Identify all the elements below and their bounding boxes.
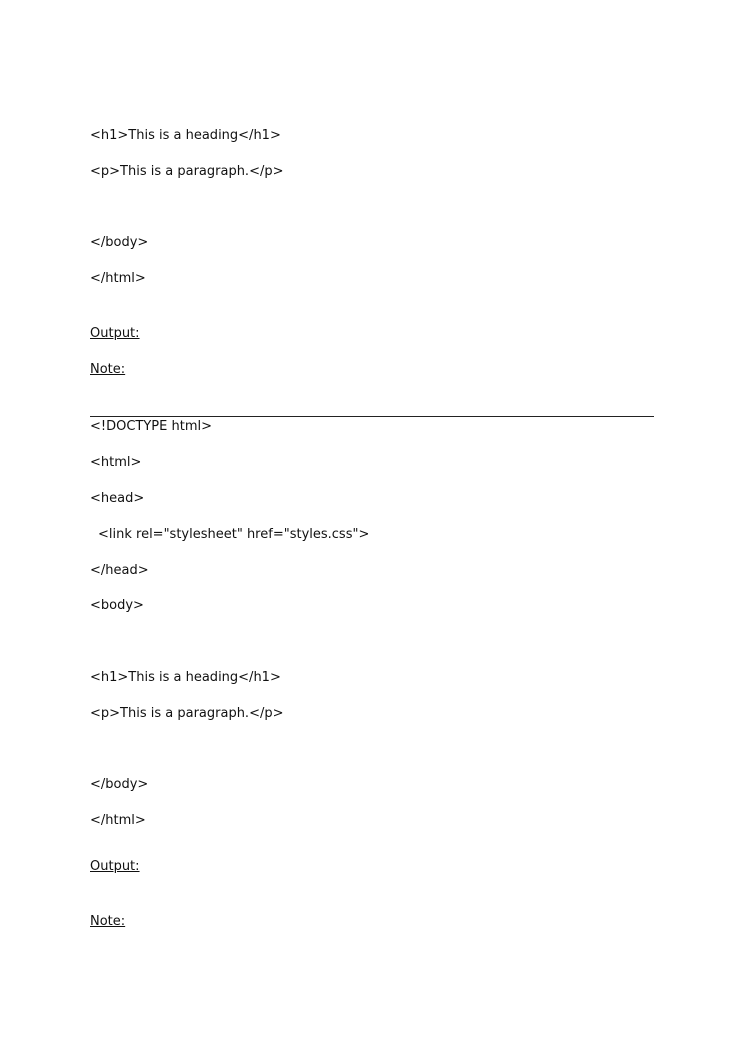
code-line-html-close: </html> bbox=[90, 271, 146, 286]
code-line-h1: <h1>This is a heading</h1> bbox=[90, 128, 281, 143]
horizontal-rule bbox=[90, 416, 654, 417]
code-line-body-open: <body> bbox=[90, 598, 144, 613]
code-line-html-close: </html> bbox=[90, 813, 146, 828]
code-line-h1: <h1>This is a heading</h1> bbox=[90, 670, 281, 685]
output-label: Output: bbox=[90, 859, 140, 874]
code-line-doctype: <!DOCTYPE html> bbox=[90, 419, 212, 434]
note-label: Note: bbox=[90, 914, 126, 929]
code-line-link-stylesheet: <link rel="stylesheet" href="styles.css"> bbox=[98, 527, 370, 542]
code-line-p: <p>This is a paragraph.</p> bbox=[90, 706, 284, 721]
code-line-head-close: </head> bbox=[90, 563, 149, 578]
note-label: Note: bbox=[90, 362, 126, 377]
code-line-body-close: </body> bbox=[90, 235, 149, 250]
code-line-head-open: <head> bbox=[90, 491, 145, 506]
code-line-body-close: </body> bbox=[90, 777, 149, 792]
code-line-p: <p>This is a paragraph.</p> bbox=[90, 164, 284, 179]
code-line-html-open: <html> bbox=[90, 455, 142, 470]
output-label: Output: bbox=[90, 326, 140, 341]
